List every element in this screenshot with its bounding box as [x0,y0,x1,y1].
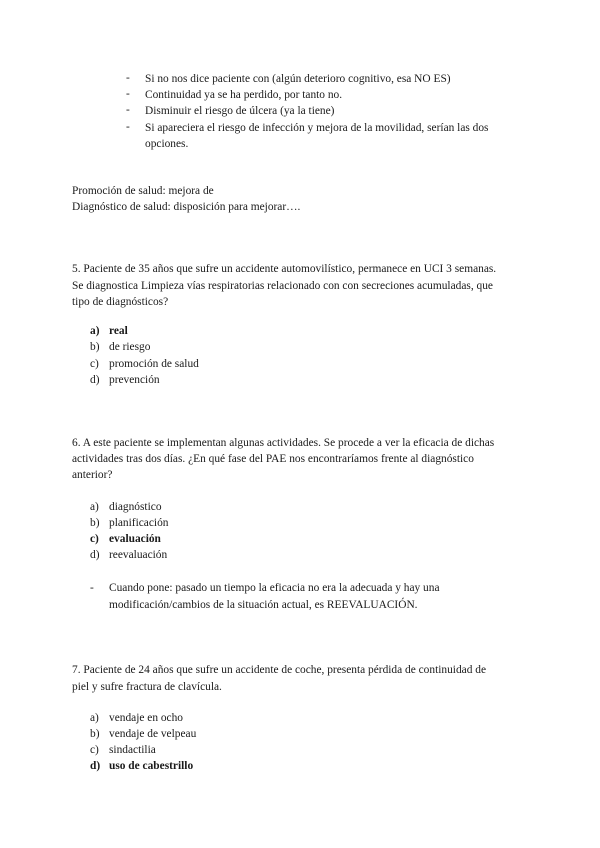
option-letter: a) [90,501,99,513]
question-text: piel y sufre fractura de clavícula. [72,681,222,693]
bullet-text: Disminuir el riesgo de úlcera (ya la tiene) [145,105,335,117]
option-letter: a) [90,712,99,724]
option-b: de riesgo [109,341,151,353]
bullet-dash: - [126,72,130,84]
bullet-dash: - [126,88,130,100]
question-text: actividades tras dos días. ¿En qué fase del PAE nos encontraríamos frente al diagnóstico [72,453,474,465]
option-letter: a) [90,325,100,337]
option-letter: c) [90,744,99,756]
option-letter: c) [90,533,99,545]
option-d: prevención [109,374,160,386]
note-text: Cuando pone: pasado un tiempo la eficacia no era la adecuada y hay una [109,582,440,594]
question-text: 7. Paciente de 24 años que sufre un accidente de coche, presenta pérdida de continuidad de [72,664,487,676]
option-c: promoción de salud [109,358,199,370]
option-c-answer: evaluación [109,533,161,545]
option-b: planificación [109,517,169,529]
option-a: vendaje en ocho [109,712,184,724]
bullet-dash: - [126,104,130,116]
option-letter: c) [90,358,99,370]
question-text: anterior? [72,469,113,481]
option-letter: b) [90,728,100,740]
note-promocion: Promoción de salud: mejora de [72,185,214,197]
note-text: modificación/cambios de la situación actual, es REEVALUACIÓN. [109,599,418,611]
question-text: tipo de diagnósticos? [72,296,169,308]
question-text: 5. Paciente de 35 años que sufre un accidente automovilístico, permanece en UCI 3 semanas. [72,263,497,275]
option-letter: d) [90,549,100,561]
option-d: reevaluación [109,549,168,561]
option-letter: d) [90,760,101,772]
option-a: diagnóstico [109,501,162,513]
option-letter: b) [90,517,100,529]
option-d-answer: uso de cabestrillo [109,760,194,772]
bullet-text-continued: opciones. [145,138,189,150]
bullet-dash: - [126,121,130,133]
option-letter: b) [90,341,100,353]
bullet-text: Continuidad ya se ha perdido, por tanto no. [145,89,343,101]
bullet-dash: - [90,582,94,594]
bullet-text: Si apareciera el riesgo de infección y mejora de la movilidad, serían las dos [145,122,489,134]
option-c: sindactilia [109,744,156,756]
option-letter: d) [90,374,100,386]
option-a-answer: real [109,325,128,337]
question-text: Se diagnostica Limpieza vías respiratorias relacionado con con secreciones acumuladas, que [72,280,493,292]
option-b: vendaje de velpeau [109,728,197,740]
question-text: 6. A este paciente se implementan algunas actividades. Se procede a ver la eficacia de dichas [72,437,495,449]
note-diagnostico: Diagnóstico de salud: disposición para mejorar…. [72,201,301,213]
bullet-text: Si no nos dice paciente con (algún deterioro cognitivo, esa NO ES) [145,73,451,85]
